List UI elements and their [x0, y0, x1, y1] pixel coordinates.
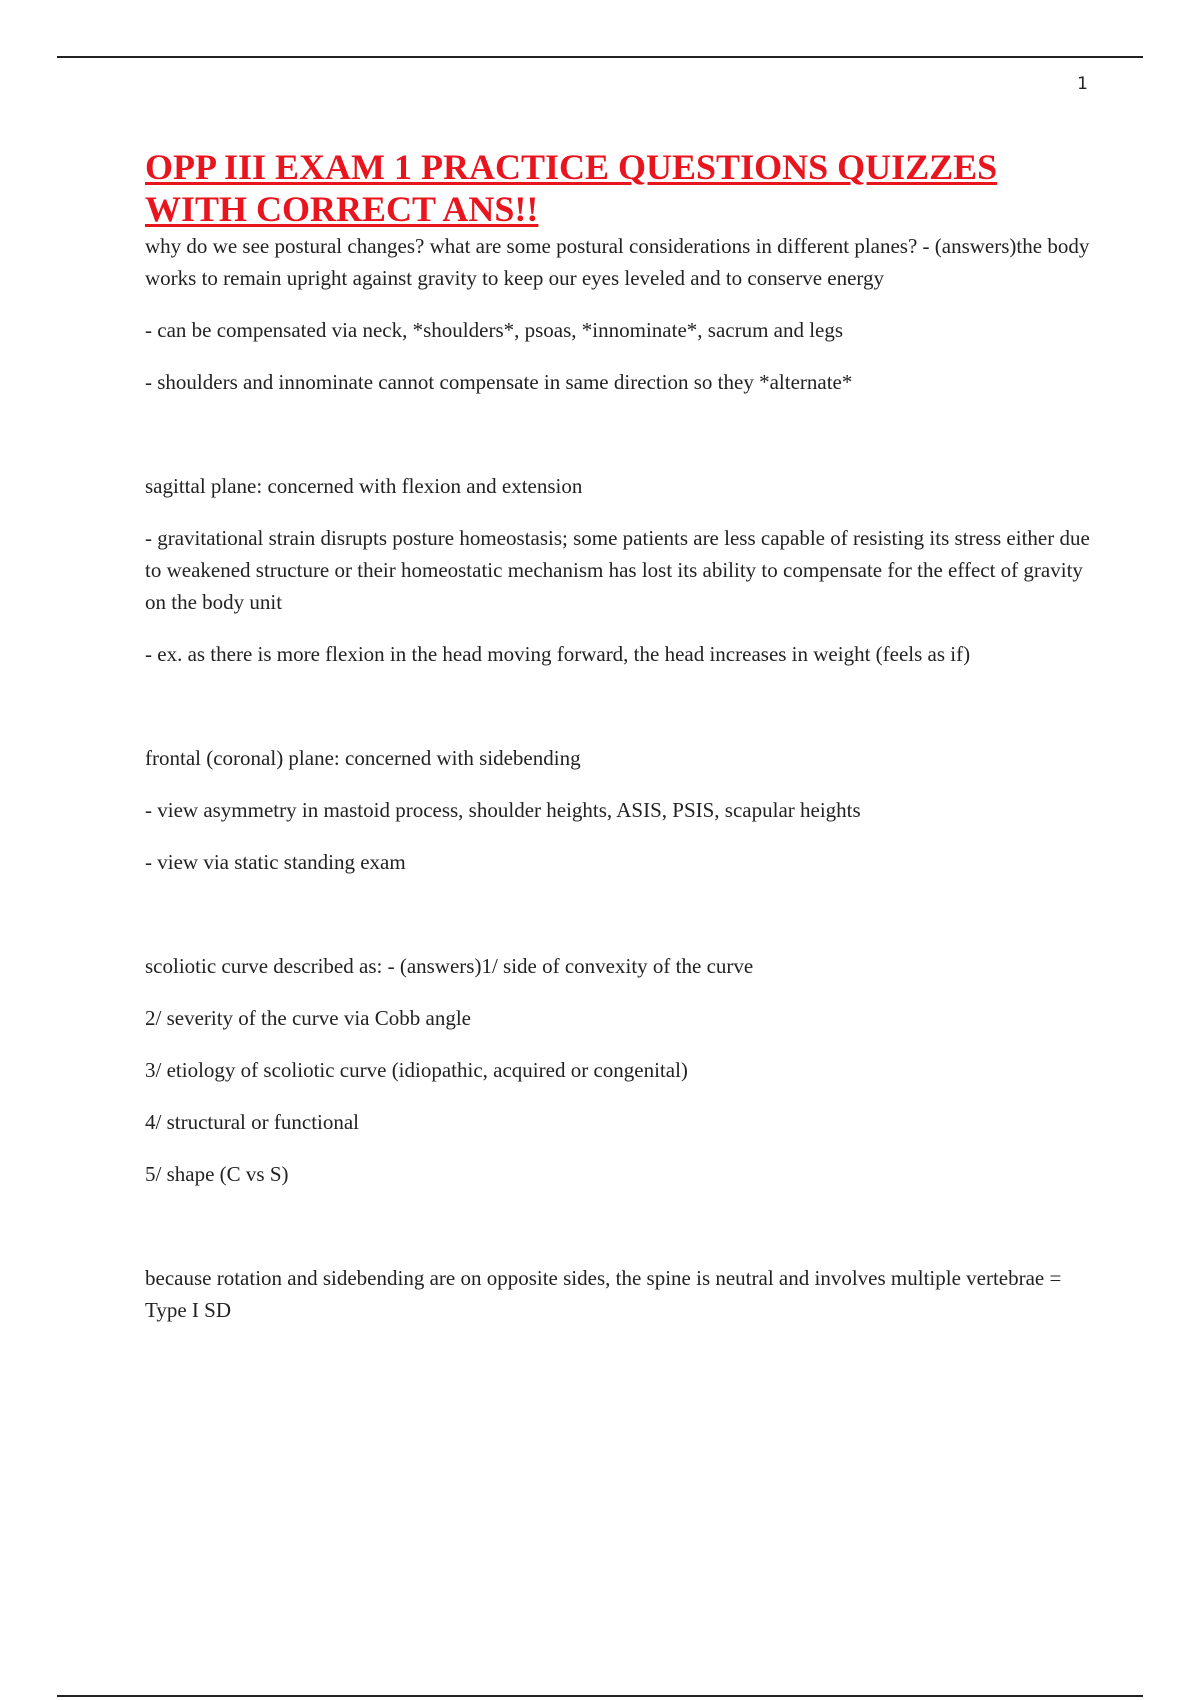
paragraph: 3/ etiology of scoliotic curve (idiopathic, acquired or congenital) — [145, 1058, 688, 1082]
header-rule — [57, 56, 1143, 58]
section-sagittal-plane — [145, 470, 1090, 670]
paragraph: 5/ shape (C vs S) — [145, 1162, 289, 1186]
section-spacer — [145, 1210, 1090, 1262]
section-spacer — [145, 898, 1090, 950]
paragraph: - gravitational strain disrupts posture homeostasis; some patients are less capable of resisting its stress either due to weakened structure or their homeostatic mechanism has lost its ability to compensate for the effect of gravity on the body unit — [145, 526, 1090, 614]
section-frontal-plane — [145, 742, 1090, 878]
document-title: OPP III EXAM 1 PRACTICE QUESTIONS QUIZZES WITH CORRECT ANS!! — [145, 147, 998, 229]
footer-rule — [57, 1695, 1143, 1697]
paragraph: 2/ severity of the curve via Cobb angle — [145, 1006, 471, 1030]
paragraph: why do we see postural changes? what are some postural considerations in different planes? - (answers)the body works to remain upright against gravity to keep our eyes leveled and to conserve energy — [145, 234, 1090, 290]
paragraph: sagittal plane: concerned with flexion and extension — [145, 474, 583, 498]
paragraph: scoliotic curve described as: - (answers)1/ side of convexity of the curve — [145, 954, 754, 978]
paragraph: because rotation and sidebending are on opposite sides, the spine is neutral and involves multiple vertebrae = Type I SD — [145, 1266, 1062, 1322]
paragraph: - shoulders and innominate cannot compensate in same direction so they *alternate* — [145, 370, 853, 394]
section-scoliotic-curve — [145, 950, 1090, 1190]
section-spacer — [145, 418, 1090, 470]
paragraph: - ex. as there is more flexion in the head moving forward, the head increases in weight (feels as if) — [145, 642, 971, 666]
paragraph: - view asymmetry in mastoid process, shoulder heights, ASIS, PSIS, scapular heights — [145, 798, 861, 822]
paragraph: 4/ structural or functional — [145, 1110, 360, 1134]
paragraph: - can be compensated via neck, *shoulders*, psoas, *innominate*, sacrum and legs — [145, 318, 844, 342]
page-number: 1 — [1077, 74, 1088, 94]
section-type-one-sd — [145, 1262, 1090, 1326]
section-postural-changes — [145, 230, 1090, 398]
paragraph: frontal (coronal) plane: concerned with sidebending — [145, 746, 581, 770]
paragraph: - view via static standing exam — [145, 850, 406, 874]
document-body — [145, 146, 1090, 1346]
section-spacer — [145, 690, 1090, 742]
